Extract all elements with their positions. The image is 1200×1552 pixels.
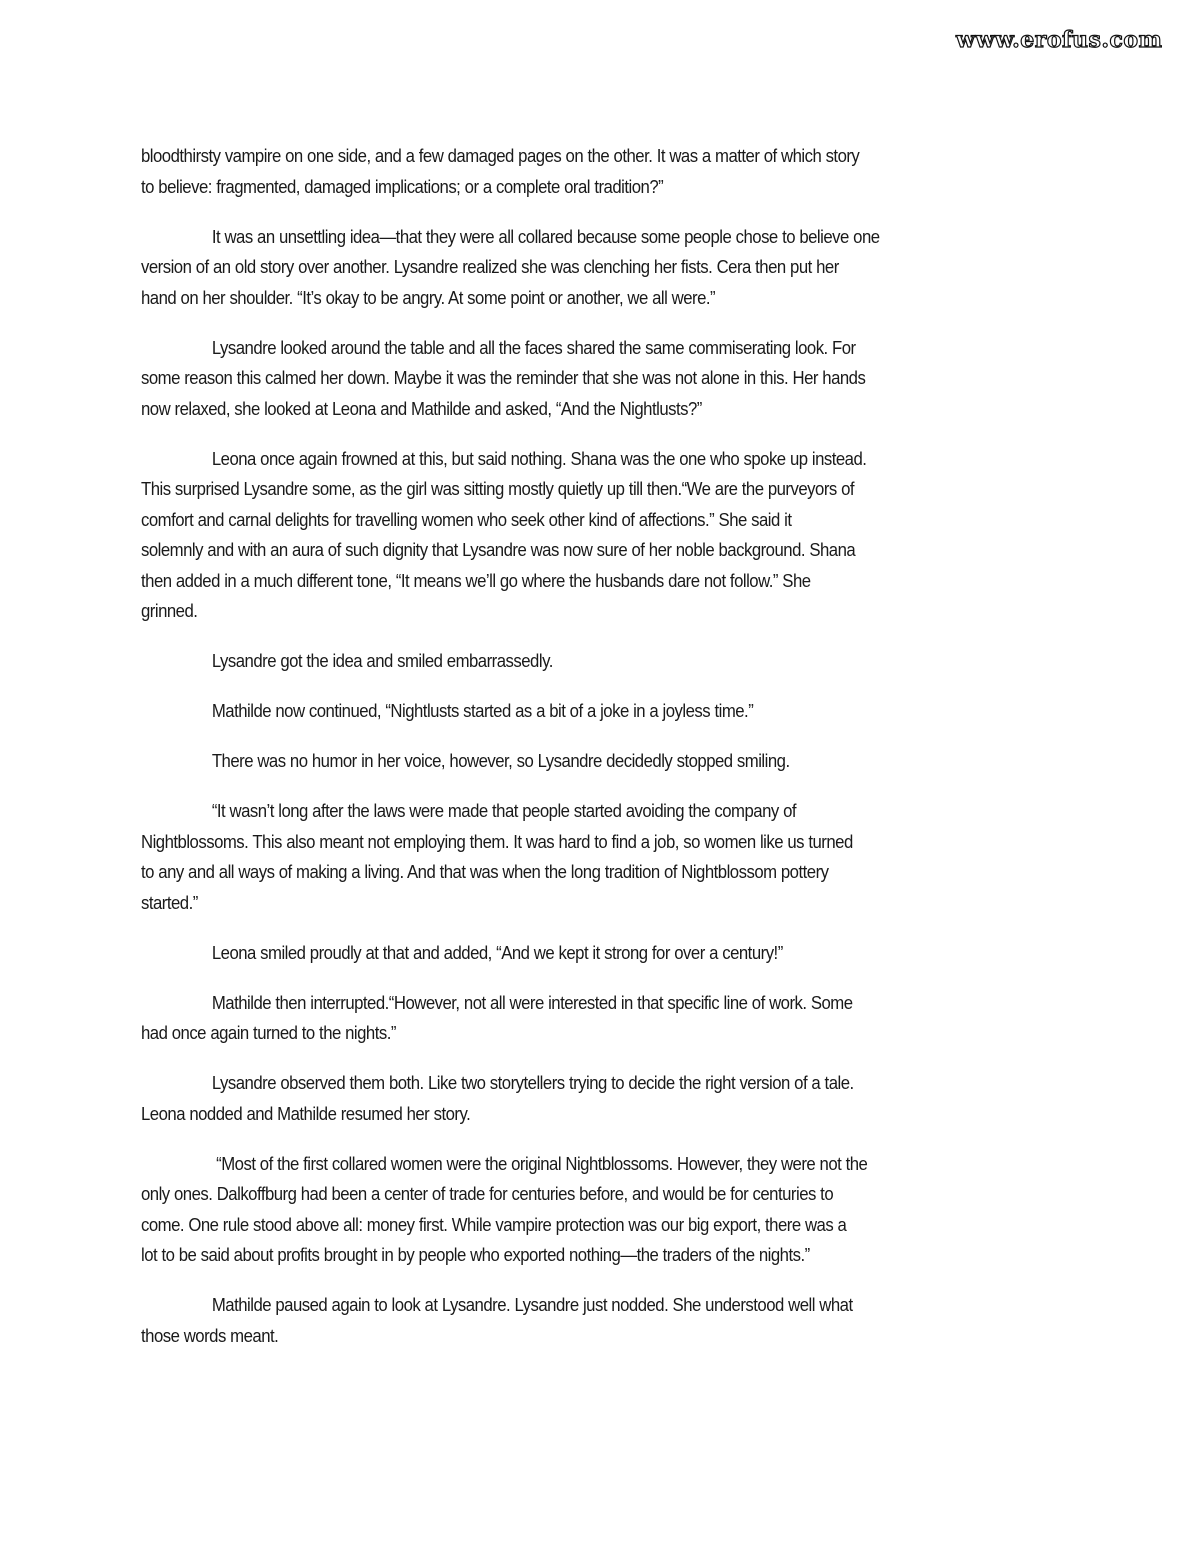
- paragraph: [141, 141, 1071, 202]
- text-line: Lysandre got the idea and smiled embarrassedly.: [211, 651, 553, 671]
- text-line: Leona smiled proudly at that and added, “And we kept it strong for over a century!”: [211, 942, 783, 963]
- paragraph: [141, 1290, 1071, 1351]
- paragraph: [141, 1149, 1071, 1271]
- paragraph: [141, 444, 1071, 627]
- text-line: hand on her shoulder. “It’s okay to be angry. At some point or another, we all were.”: [141, 287, 716, 308]
- paragraph: [141, 746, 1071, 777]
- text-line: come. One rule stood above all: money first. While vampire protection was our big export, there was a: [141, 1214, 847, 1235]
- text-line: It was an unsettling idea—that they were all collared because some people chose to believe one: [211, 226, 880, 247]
- paragraph: [141, 938, 1071, 969]
- text-line: Mathilde paused again to look at Lysandre. Lysandre just nodded. She understood well what: [211, 1295, 853, 1315]
- text-line: grinned.: [141, 601, 198, 621]
- text-line: Leona nodded and Mathilde resumed her story.: [141, 1103, 471, 1124]
- text-line: to any and all ways of making a living. And that was when the long tradition of Nightblossom pottery: [141, 862, 829, 882]
- text-line: bloodthirsty vampire on one side, and a few damaged pages on the other. It was a matter of which story: [141, 146, 860, 166]
- text-line: version of an old story over another. Lysandre realized she was clenching her fists. Cera then put her: [141, 257, 839, 277]
- text-line: “It wasn’t long after the laws were made that people started avoiding the company of: [211, 801, 797, 821]
- paragraph: [141, 646, 1071, 677]
- text-line: some reason this calmed her down. Maybe it was the reminder that she was not alone in this. Her hands: [141, 368, 866, 388]
- text-line: Lysandre looked around the table and all the faces shared the same commiserating look. For: [211, 337, 856, 358]
- document-page: [141, 141, 1071, 1351]
- watermark-logo: www.erofus.com: [956, 27, 1163, 53]
- text-line: only ones. Dalkoffburg had been a center of trade for centuries before, and would be for centuries to: [141, 1184, 834, 1204]
- text-line: to believe: fragmented, damaged implications; or a complete oral tradition?”: [141, 176, 664, 197]
- text-line: lot to be said about profits brought in by people who exported nothing—the traders of the nights.”: [141, 1245, 810, 1265]
- text-line: comfort and carnal delights for travelling women who seek other kind of affections.” She said it: [141, 509, 792, 530]
- text-line: started.”: [141, 892, 198, 913]
- text-line: Lysandre observed them both. Like two storytellers trying to decide the right version of a tale.: [211, 1073, 854, 1093]
- text-line: “Most of the first collared women were the original Nightblossoms. However, they were not the: [211, 1153, 868, 1174]
- paragraph: [141, 696, 1071, 727]
- paragraph: [141, 333, 1071, 425]
- text-line: then added in a much different tone, “It means we’ll go where the husbands dare not follow.” She: [141, 570, 811, 591]
- text-line: This surprised Lysandre some, as the girl was sitting mostly quietly up till then.“We are the purveyors of: [141, 479, 855, 499]
- text-line: solemnly and with an aura of such dignity that Lysandre was now sure of her noble background. Shana: [141, 540, 856, 560]
- paragraph: [141, 988, 1071, 1049]
- text-line: had once again turned to the nights.”: [141, 1023, 396, 1043]
- paragraph: [141, 222, 1071, 314]
- text-line: those words meant.: [141, 1325, 279, 1346]
- text-line: There was no humor in her voice, however, so Lysandre decidedly stopped smiling.: [211, 751, 790, 771]
- text-line: now relaxed, she looked at Leona and Mathilde and asked, “And the Nightlusts?”: [141, 398, 702, 419]
- paragraph: [141, 1068, 1071, 1129]
- paragraph: [141, 796, 1071, 918]
- text-line: Mathilde then interrupted.“However, not all were interested in that specific line of work. Some: [211, 992, 853, 1013]
- text-line: Leona once again frowned at this, but said nothing. Shana was the one who spoke up instead.: [211, 448, 867, 469]
- text-line: Mathilde now continued, “Nightlusts started as a bit of a joke in a joyless time.”: [211, 701, 754, 721]
- text-line: Nightblossoms. This also meant not employing them. It was hard to find a job, so women like us turned: [141, 831, 853, 852]
